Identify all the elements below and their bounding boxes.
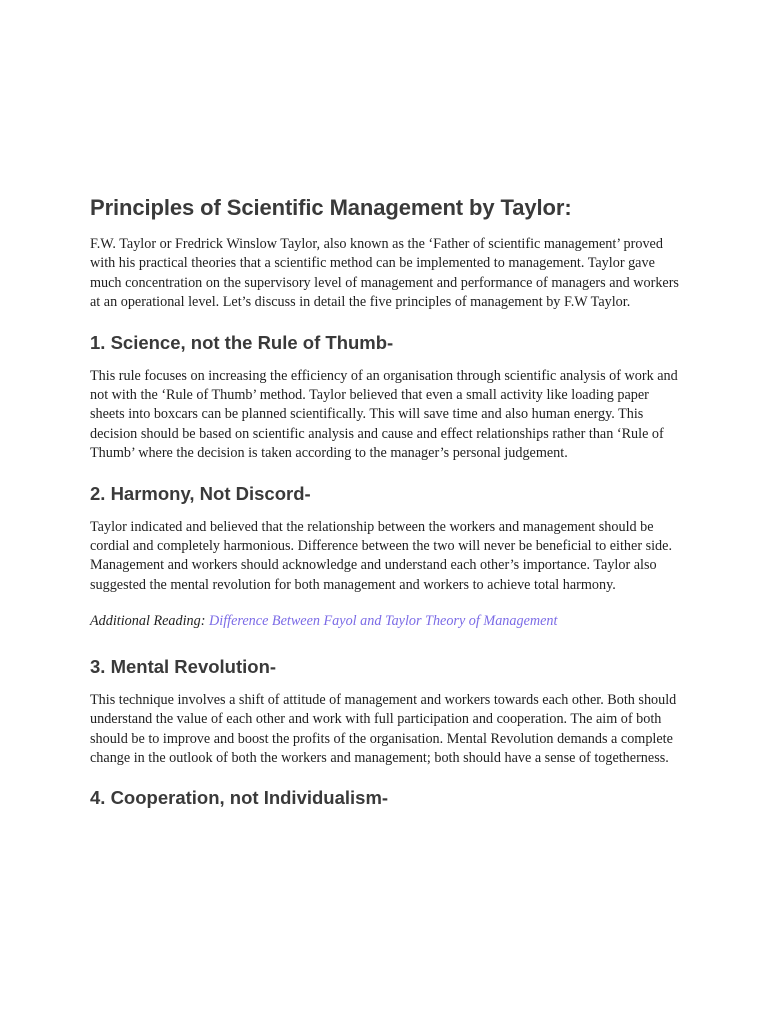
section-heading-science: 1. Science, not the Rule of Thumb- xyxy=(90,331,394,353)
intro-paragraph: F.W. Taylor or Fredrick Winslow Taylor, also known as the ‘Father of scientific management’ proved with his practical theories that a scientific method can be implemented to management. Taylor gave much concentration on the supervisory level of management and performance of managers and workers at an operational level. Let’s discuss in detail the five principles of management by F.W Taylor. xyxy=(90,236,679,311)
section-heading-cooperation: 4. Cooperation, not Individualism- xyxy=(90,787,389,809)
page-title: Principles of Scientific Management by Taylor: xyxy=(90,195,572,220)
section-body-mental-revolution: This technique involves a shift of attitude of management and workers towards each other. Both should understand the value of each other and work with full participation and cooperation. The aim of both should be to improve and boost the profits of the organisation. Mental Revolution demands a complete change in the outlook of both the workers and management; both should have a sense of togetherness. xyxy=(90,691,677,766)
section-heading-mental-revolution: 3. Mental Revolution- xyxy=(90,655,277,677)
additional-reading-label: Additional Reading: xyxy=(90,613,210,630)
additional-reading xyxy=(90,612,680,631)
section-body-science: This rule focuses on increasing the efficiency of an organisation through scientific analysis of work and not with the ‘Rule of Thumb’ method. Taylor believed that even a small activity like loading paper sheets into boxcars can be planned scientifically. This will save time and also human energy. This decision should be based on scientific analysis and cause and effect relationships rather than ‘Rule of Thumb’ where the decision is taken according to the manager’s personal judgement. xyxy=(90,367,678,462)
section-heading-harmony: 2. Harmony, Not Discord- xyxy=(90,482,311,504)
document-page xyxy=(90,193,680,822)
section-body-harmony: Taylor indicated and believed that the relationship between the workers and management should be cordial and completely harmonious. Difference between the two will never be beneficial to either side. Management and workers should acknowledge and understand each other’s importance. Taylor also suggested the mental revolution for both management and workers to achieve total harmony. xyxy=(90,518,672,593)
additional-reading-link[interactable]: Difference Between Fayol and Taylor Theory of Management xyxy=(209,613,558,630)
